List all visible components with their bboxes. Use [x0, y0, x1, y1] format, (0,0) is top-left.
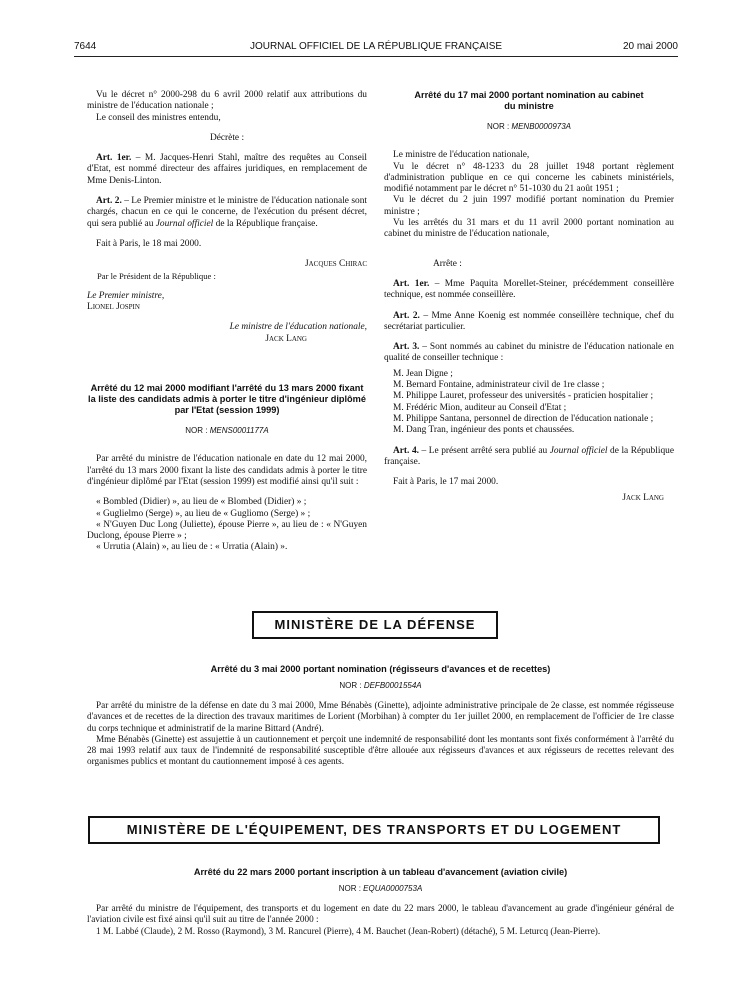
equipement-nor: NOR : EQUA0000753A [338, 884, 423, 893]
vu-arretes-2000: Vu les arrêtés du 31 mars et du 11 avril 2000 portant nomination au cabinet du ministre de l'éducation nationale, [384, 218, 674, 240]
left-column [87, 90, 367, 554]
equipement-section [87, 867, 674, 937]
arrete-article-4: Art. 4. – Le présent arrêté sera publié au Journal officiel de la République française. [384, 445, 674, 467]
conseil-entendu: Le conseil des ministres entendu, [96, 112, 221, 123]
ministry-equipement-heading: MINISTÈRE DE L'ÉQUIPEMENT, DES TRANSPORTS ET DU LOGEMENT [88, 816, 660, 844]
decree-article-1 [87, 153, 367, 187]
fait-a-paris: Fait à Paris, le 18 mai 2000. [96, 238, 202, 249]
arrete-12-mai-body: Par arrêté du ministre de l'éducation nationale en date du 12 mai 2000, l'arrêté du 13 mars 2000 fixant la liste des candidats admis à porter le titre d'ingénieur diplômé par l'Etat (session 1999) est modifié ainsi qu'il suit : [87, 454, 367, 487]
arrete-article-3: Art. 3. – Sont nommés au cabinet du ministre de l'éducation nationale en qualité de conseiller technique : [384, 342, 674, 364]
arrete-article-2: Art. 2. – Mme Anne Koenig est nommée conseillère technique, chef du secrétariat particulier. [384, 310, 674, 332]
arrete-heading: Arrête : [433, 258, 462, 269]
article-text: – Le Premier ministre et le ministre de l'éducation nationale sont chargés, chacun en ce qui le concerne, de l'exécution du présent décret, qui sera publié au [87, 196, 367, 229]
defense-paragraph-1: Par arrêté du ministre de la défense en date du 3 mai 2000, Mme Bénabès (Ginette), adjointe administrative principale de 2e classe, est nommée régisseuse d'avances et de recettes de la direction des travaux maritimes de Lorient (Morbihan) à compter du 1er juillet 2000, en remplacement de l'officier de 1re classe du corps technique et administratif de la marine Bittard (André). [87, 700, 674, 733]
article-label: Art. 1er. [96, 153, 132, 164]
premier-ministre-title: Le Premier ministre, [87, 290, 165, 301]
arrete-12-mai-title: Arrêté du 12 mai 2000 modifiant l'arrêté du 13 mars 2000 fixant la liste des candidats admis à porter le titre d'ingénieur diplômé par l'Etat (session 1999) [88, 383, 366, 416]
journal-title: JOURNAL OFFICIEL DE LA RÉPUBLIQUE FRANÇAISE [249, 41, 503, 52]
right-column [384, 90, 674, 505]
defense-arrete-title: Arrêté du 3 mai 2000 portant nomination (régisseurs d'avances et de recettes) [210, 664, 551, 674]
issue-date: 20 mai 2000 [622, 41, 678, 52]
arrete-article-1: Art. 1er. – Mme Paquita Morellet-Steiner, précédemment conseillère technique, est nommée conseillère. [384, 278, 674, 301]
defense-paragraph-2: Mme Bénabès (Ginette) est assujettie à un cautionnement et perçoit une indemnité de responsabilité dont les montants sont fixés conformément à l'arrêté du 28 mai 1993 relatif aux taux de l'indemnité de responsabilité susceptible d'être allouée aux régisseurs d'avances et aux régisseurs de recettes relevant des organismes publics et montant du cautionnement imposé à ces agents. [87, 733, 674, 767]
cabinet-member: M. Frédéric Mion, auditeur au Conseil d'Etat ; [393, 402, 567, 413]
equipement-paragraph-1: Par arrêté du ministre de l'équipement, des transports et du logement en date du 22 mars 2000, le tableau d'avancement au grade d'ingénieur général de l'aviation civile est fixé ainsi qu'il suit au titre de l'année 2000 : [87, 903, 674, 925]
cabinet-member: M. Dang Tran, ingénieur des ponts et chaussées. [393, 425, 575, 436]
cabinet-member: M. Bernard Fontaine, administrateur civil de 1re classe ; [393, 380, 605, 391]
vu-decree-2000-298: Vu le décret n° 2000-298 du 6 avril 2000 relatif aux attributions du ministre de l'éducation nationale ; [87, 90, 367, 112]
arrete-12-mai-nor: NOR : MENS0001177A [185, 426, 269, 436]
ministre-education-title: Le ministre de l'éducation nationale, [229, 322, 367, 333]
equipement-arrete-title: Arrêté du 22 mars 2000 portant inscription à un tableau d'avancement (aviation civile) [193, 867, 568, 877]
cabinet-member: M. Philippe Lauret, professeur des universités - praticien hospitalier ; [393, 391, 654, 402]
decree-article-2 [87, 196, 367, 230]
ministre-education-name: Jack Lang [265, 333, 307, 344]
ministre-education: Le ministre de l'éducation nationale, [393, 150, 530, 161]
article-label: Art. 2. [96, 196, 122, 207]
vu-decret-1997: Vu le décret du 2 juin 1997 modifié portant nomination du Premier ministre ; [384, 195, 674, 217]
decrete-heading: Décrète : [209, 132, 245, 143]
page-number: 7644 [74, 41, 97, 52]
arrete-17-mai-nor: NOR : MENB0000973A [486, 122, 572, 131]
correction-item: « Guglielmo (Serge) », au lieu de « Gugliomo (Serge) » ; [96, 508, 311, 519]
ministry-defense-heading: MINISTÈRE DE LA DÉFENSE [252, 611, 498, 639]
correction-item: « N'Guyen Duc Long (Juliette), épouse Pierre », au lieu de : « N'Guyen Duclong, épouse Pierre » ; [87, 519, 367, 542]
vu-decret-1948: Vu le décret n° 48-1233 du 28 juillet 1948 portant règlement d'administration publique en ce qui concerne les cabinets ministériels, modifié notamment par le décret n° 51-1030 du 21 août 1951 ; [384, 161, 674, 195]
cabinet-member: M. Jean Digne ; [393, 368, 453, 379]
header-rule [74, 56, 678, 57]
signature-president: Jacques Chirac [304, 259, 367, 270]
signature-ministre: Jack Lang [622, 493, 664, 504]
defense-nor: NOR : DEFB0001554A [339, 681, 422, 690]
article-text: de la République française. [213, 218, 318, 229]
equipement-paragraph-2: 1 M. Labbé (Claude), 2 M. Rosso (Raymond), 3 M. Rancurel (Pierre), 4 M. Bauchet (Jean-Robert) (détaché), 5 M. Leturcq (Jean-Pierre). [96, 925, 601, 936]
fait-a-paris: Fait à Paris, le 17 mai 2000. [393, 477, 499, 488]
defense-section [87, 664, 674, 767]
correction-item: « Urrutia (Alain) », au lieu de : « Urratia (Alain) ». [96, 542, 288, 553]
page-header [74, 38, 678, 54]
premier-ministre-name: Lionel Jospin [87, 302, 140, 313]
par-le-president: Par le Président de la République : [97, 270, 216, 281]
correction-item: « Bombled (Didier) », au lieu de « Blombed (Didier) » ; [96, 497, 307, 508]
cabinet-member: M. Philippe Santana, personnel de direction de l'éducation nationale ; [393, 413, 654, 424]
arrete-17-mai-title: Arrêté du 17 mai 2000 portant nomination au cabinet du ministre [414, 90, 644, 111]
journal-officiel-ref: Journal officiel [155, 218, 214, 229]
article-text: – M. Jacques-Henri Stahl, maître des requêtes au Conseil d'Etat, est nommé directeur des affaires juridiques, en remplacement de Mme Denis-Linton. [87, 153, 367, 186]
